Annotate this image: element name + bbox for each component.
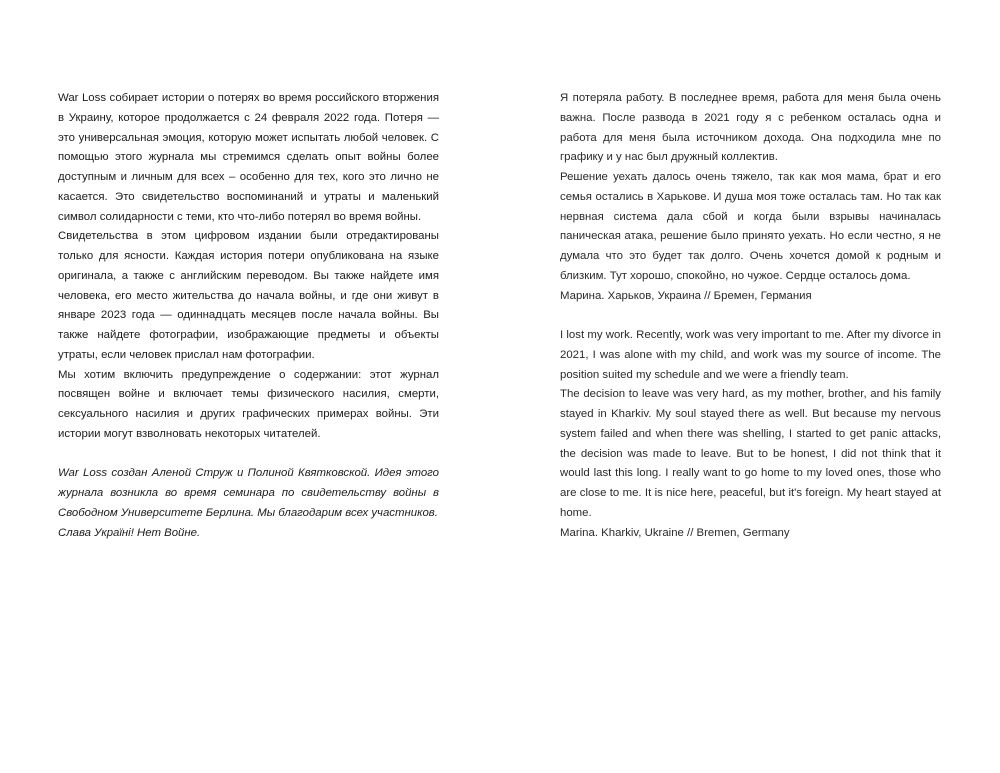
paragraph-spacer: [560, 306, 941, 326]
story-ru-paragraph-1: Я потеряла работу. В последнее время, работа для меня была очень важна. После развода в 2021 году я с ребенком осталась одна и работа для меня была источником дохода. Она подходила мне по графику и у нас был дружный коллектив.: [560, 92, 941, 164]
right-page: [560, 89, 941, 543]
credits-paragraph: War Loss создан Аленой Струж и Полиной Квятковской. Идея этого журнала возникла во время семинара по свидетельству войны в Свободном Университете Берлина. Мы благодарим всех участников.: [58, 467, 439, 519]
story-ru-paragraph-2: Решение уехать далось очень тяжело, так как моя мама, брат и его семья остались в Харькове. И душа моя тоже осталась там. Но так как нервная система дала сбой и когда были взрывы начиналась паническая атака, решение было принято уехать. Но если честно, я не думала что это будет так долго. Очень хочется домой к родным и близким. Тут хорошо, спокойно, но чужое. Сердце осталось дома.: [560, 171, 941, 282]
story-en-signature: Marina. Kharkiv, Ukraine // Bremen, Germany: [560, 526, 790, 539]
slogan-line: Слава Україні! Нет Войне.: [58, 526, 201, 539]
intro-paragraph: War Loss собирает истории о потерях во время российского вторжения в Украину, которое продолжается с 24 февраля 2022 года. Потеря — это универсальная эмоция, которую может испытать любой человек. С помощью этого журнала мы стремимся сделать опыт войны более доступным и личным для всех – особенно для тех, кого это лично не касается. Это свидетельство воспоминаний и утраты и маленький символ солидарности с теми, кто что-либо потерял во время войны.: [58, 92, 439, 223]
paragraph-spacer: [58, 445, 439, 465]
left-page: [58, 89, 439, 543]
story-ru-signature: Марина. Харьков, Украина // Бремен, Германия: [560, 289, 812, 302]
story-en-paragraph-1: I lost my work. Recently, work was very important to me. After my divorce in 2021, I was alone with my child, and work was my source of income. The position suited my schedule and we were a friendly team.: [560, 329, 941, 381]
content-warning-paragraph: Мы хотим включить предупреждение о содержании: этот журнал посвящен войне и включает темы физического насилия, смерти, сексуального насилия и других графических примерах войны. Эти истории могут взволновать некоторых читателей.: [58, 368, 439, 440]
story-en-paragraph-2: The decision to leave was very hard, as my mother, brother, and his family stayed in Kharkiv. My soul stayed there as well. But because my nervous system failed and when there was shelling, I started to get panic attacks, the decision was made to leave. But to be honest, I did not think that it would last this long. I really want to go home to my loved ones, those who are close to me. It is nice here, peaceful, but it's foreign. My heart stayed at home.: [560, 388, 941, 519]
testimonies-paragraph: Свидетельства в этом цифровом издании были отредактированы только для ясности. Каждая история потери опубликована на языке оригинала, а также с английским переводом. Вы также найдете имя человека, его место жительства до начала войны, и где они живут в январе 2023 года — одиннадцать месяцев после начала войны. Вы также найдете фотографии, изображающие предметы и объекты утраты, если человек прислал нам фотографии.: [58, 230, 439, 361]
